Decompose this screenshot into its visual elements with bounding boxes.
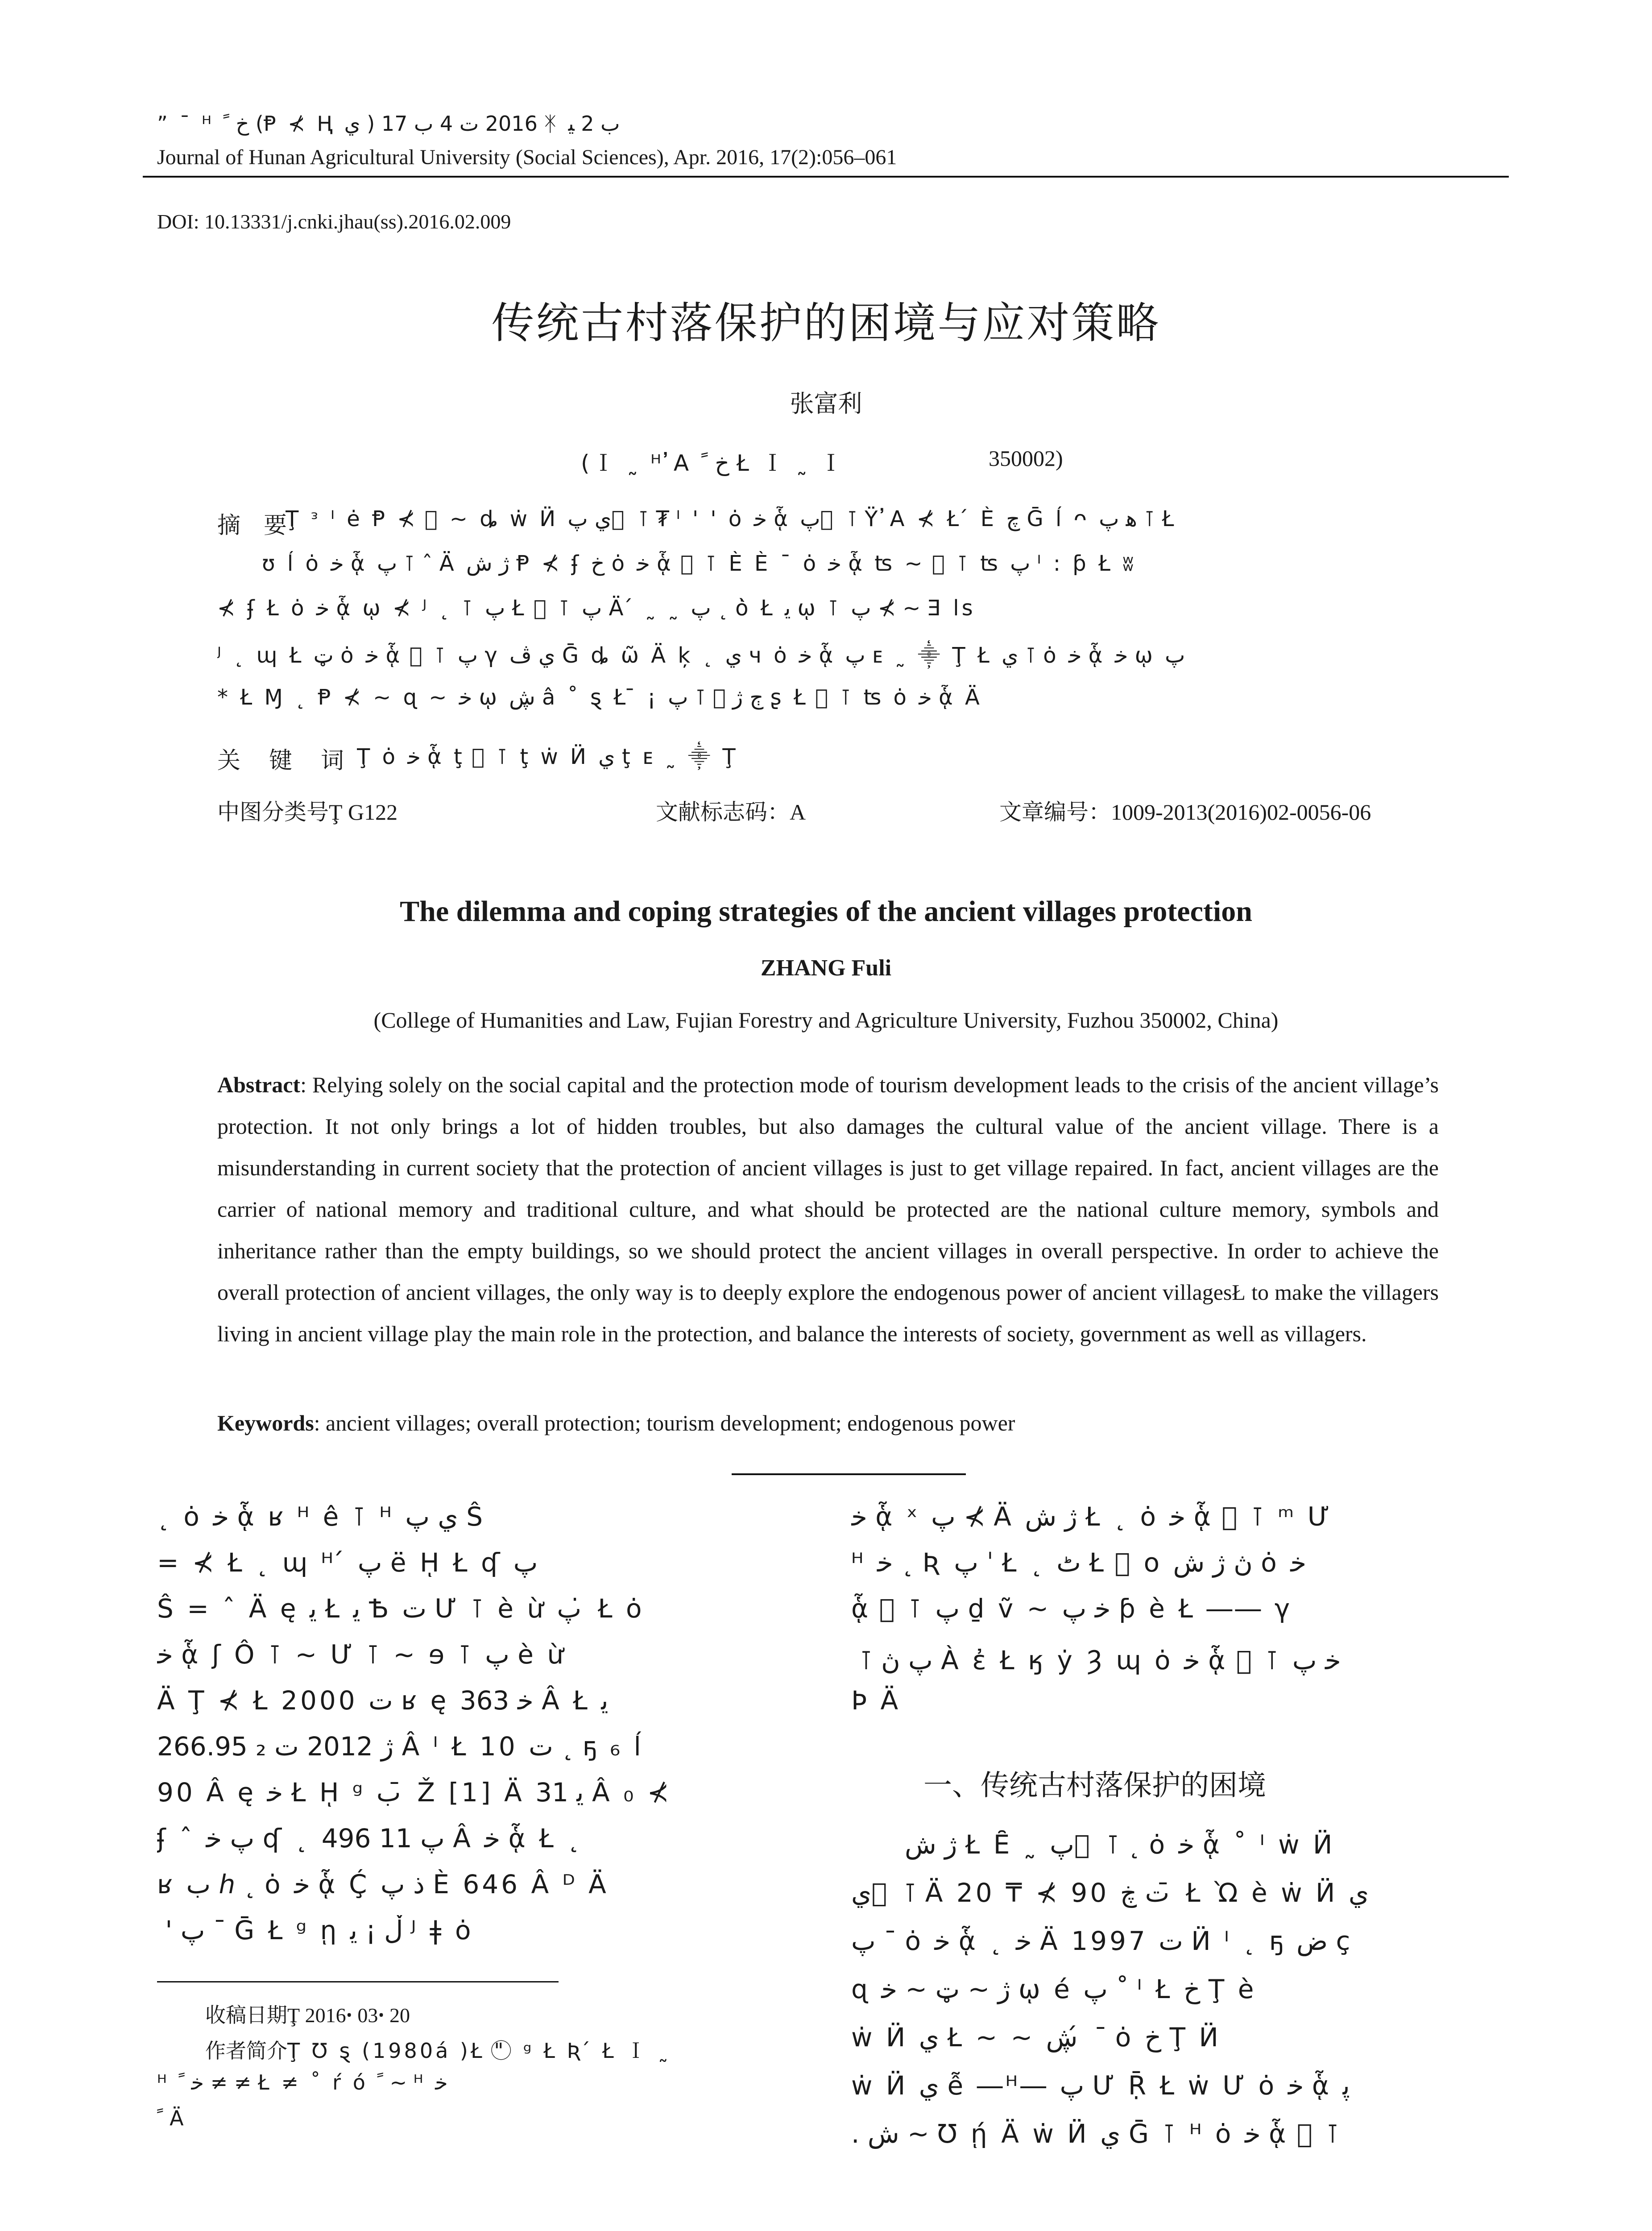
received-label: 收稿日期 <box>205 2003 287 2027</box>
clc-number <box>217 794 619 826</box>
body-right-line: Þ Ä <box>851 1685 901 1716</box>
abstract-en <box>217 1064 1439 1355</box>
abstract-cn-line: * Ł Ɱ ˛ Ᵽ ⊀ ~ ɋ ~ ﺧ ῳ ڜ â ˚ ȿ Ł ̄ ¡ ڄ ژ ⃝ ⊺ پ ʂ Ł ⃝ ⊺ ʦ ȯ ﺧ ᾇ Ä <box>217 685 982 710</box>
section-line: ي ⃝ ⊺ Ä 20 ₸ ⊀ 90 ت ڿ ̄ Ł Ὼ è ẇ Ӥ ي <box>851 1878 1369 1908</box>
doc-code-value: A <box>790 800 806 825</box>
body-left-line: = ⊀ Ł ˛ ɰ ᴴ ́ پ ë ῌ Ł ʠ پ <box>157 1547 538 1578</box>
section-heading: 一、传统古村落保护的困境 <box>923 1769 1266 1802</box>
body-left-line: ʄ ˆ پ ﺧ ʠ ˛ پ 11 496 Â ﺧ ᾇ Ł ˛ <box>157 1823 583 1854</box>
body-right-line: ᴴ ﺧ ˛ Ʀ پ ˈ Ł ˛ ٹ Ł ⃝ o ڽ ژ ش ȯ ﺧ <box>851 1547 1307 1578</box>
title-en: The dilemma and coping strategies of the ancient villages protection <box>400 895 1252 928</box>
author-cn: 张富利 <box>790 390 862 418</box>
footnote-bio-line: ᴴ ﺧ ﹰ ≠ ≠ Ł ≠ ˚ ŕ ó ﹰ ~ ᴴ ﺧ <box>157 2070 448 2094</box>
bio-label: 作者简介 <box>205 2039 287 2063</box>
body-left-line: ژ 2012 ت ₂ 266.95 Â ᴵ Ł 10 ت ˛ ҕ ₆ ĺ <box>157 1731 644 1762</box>
section-line: پ ¯ ȯ ﺧ ᾇ ˛ ﺧ Ä 1997 ت Ӥ ᴵ ˛ ҕ ض ç <box>851 1926 1353 1956</box>
affiliation-cn: (Ｉ ˷ ᴴ ̓Α ﺥ ﹰ Ł Ｉ ˷ Ｉ <box>581 450 845 476</box>
body-right-line: ﺧ ᾇ ˣ پ ⊀ Ä ژ ش Ł ˛ ȯ ﺧ ᾇ ⃝ ⊺ ᵐ Ư <box>851 1501 1333 1532</box>
keywords-cn: Ţ ȯ ﺧ ᾇ ţ ⃝ ⊺ ţ ẇ Ӥ ي ţ ᴇ ˷ ⸎ Ţ <box>357 744 738 769</box>
section-body <box>851 1829 1494 2167</box>
section-line: ẇ Ӥ ي Ł ~ ~ ڜ ́ ¯ ȯ ﺥ Ţ Ӥ <box>851 2022 1221 2053</box>
body-left-line: Ä Ţ ⊀ Ł 2000 ت ʁ ę ﺧ 363 Â Ł ﯾ <box>157 1685 609 1716</box>
document-code <box>656 794 1013 826</box>
article-number-value: 1009-2013(2016)02-0056-06 <box>1111 800 1371 825</box>
body-left-line: ʁ ب ℎ ˛ ȯ ﺧ ᾇ Ḉ ذ پ È 646 Â ᴰ Ä <box>157 1869 609 1899</box>
clc-value: G122 <box>348 800 398 825</box>
doi: DOI: 10.13331/j.cnki.jhau(ss).2016.02.009 <box>157 210 511 233</box>
received-value: Ţ 2016ꞏ 03ꞏ 20 <box>287 2004 410 2027</box>
affiliation-en: (College of Humanities and Law, Fujian Forestry and Agriculture University, Fuzhou 350002, China) <box>373 1008 1279 1033</box>
section-line: ژ ش Ł Ȇ ˷ پ ⃝ ⊺ ˛ ȯ ﺧ ᾇ ˚ ᴵ ẇ Ӥ <box>905 1829 1335 1860</box>
clc-sep: Ţ <box>329 800 343 825</box>
abstract-cn-line: ᴶ ˛ ɰ Ł ټ ȯ ﺧ ᾇ ⃝ ⊺ پ γ ي ڤ Ḡ ȡ ῶ Ä ķ ˛ ي ч ȯ ﺧ ᾇ پ ᴇ ˷ ⸎ Ţ Ł ي ⊺ ȯ ﺧ ᾇ ﺧ ῳ پ <box>217 643 1185 668</box>
title-cn: 传统古村落保护的困境与应对策略 <box>491 298 1161 348</box>
section-line: ɋ ژ ~ ټ ~ ﺧ ῳ é پ ˚ ᴵ Ł ﺥ Ţ è <box>851 1974 1257 2004</box>
footnote-rule <box>157 1981 559 1982</box>
body-left-line: ́ ' پ ¯ Ḡ Ł ᵍ ῃ ڵ ¡ ﯾ ᴶ ǂ ȯ <box>157 1915 474 1945</box>
abstract-cn-body <box>286 506 1450 551</box>
abstract-cn-line: ⊀ ʄ Ł ȯ ﺧ ᾇ ῳ ⊀ ᴶ ˛ ⊺ پ Ł ⃝ ⊺ پ Ä ́ ˷ ˷ پ ˛ ȯ̀ Ł ﯾ ῳ ⊺ پ ⊀ ~ Ǝ ls <box>217 596 976 621</box>
article-number-label: 文章编号： <box>999 799 1111 825</box>
body-left-line: 90 Â ę ﺧ Ł ῌ ᵍ ب ̄ Ž [1] Ä ﯾ 31 Â ₀ ⊀ <box>157 1777 672 1808</box>
section-line: . ش ~ Ʊ ῄ Ä ẇ Ӥ ي Ḡ ⊺ ᴴ ȯ ﺧ ᾇ ⃝ ⊺ <box>851 2119 1342 2149</box>
footnote-bio <box>157 2035 791 2070</box>
abstract-en-label: Abstract <box>217 1072 301 1097</box>
article-number <box>999 794 1490 826</box>
header-rule <box>143 176 1509 178</box>
body-left-line: ˛ ȯ ﺧ ᾇ ʁ ᴴ ê ⊺ ᴴ ي پ Ŝ <box>157 1501 486 1532</box>
body-right-line: ⃝ ⊺ پ ڽ À ἐ Ł ӄ ẏ Ȝ ɰ ȯ ﺧ ᾇ ⃝ ⊺ ﺧ پ <box>851 1645 1341 1675</box>
body-right-column <box>851 1501 1494 1731</box>
keywords-en <box>217 1410 1440 1436</box>
footnote <box>157 1999 791 2142</box>
journal-header-en: Journal of Hunan Agricultural University (Social Sciences), Apr. 2016, 17(2):056–061 <box>157 145 897 169</box>
section-separator <box>732 1473 966 1475</box>
clc-label: 中图分类号 <box>217 799 329 825</box>
keywords-en-text: : ancient villages; overall protection; tourism development; endogenous power <box>314 1410 1015 1435</box>
abstract-cn-label: 摘 要 <box>217 512 287 539</box>
abstract-en-text: : Relying solely on the social capital and the protection mode of tourism development leads to the crisis of the ancient village’s protection. It not only brings a lot of hidden troubles, but also damages the cultural value of the ancient village. There is a misunderstanding in current society that the protection of ancient villages is just to get village repaired. In fact, ancient villages are the carrier of national memory and traditional culture, and what should be protected are the national culture memory, symbols and inheritance rather than the empty buildings, so we should protect the ancient villages in overall perspective. In order to achieve the overall protection of ancient villages, the only way is to deeply explore the endogenous power of ancient villagesŁ to make the villagers living in ancient village play the main role in the protection, and balance the interests of society, government as well as villagers. <box>217 1072 1439 1346</box>
affiliation-cn-postcode: 350002) <box>989 446 1063 471</box>
journal-header-cn: ” ¯ ᴴ ﺥ ﹰ (Ᵽ ⊀ Ⱨ ي ) 2016 ت 4 ب 17 ᛡ ب 2 ﯿ <box>157 112 620 136</box>
footnote-received <box>157 1999 791 2035</box>
author-en: ZHANG Fuli <box>760 955 892 981</box>
abstract-cn-line: Ţ ᵌ ᴵ ė Ᵽ ⊀ ⃝ ~ ȡ ẇ Ӥ ي پ ⃝ ⊺ ₮ ᴵ ' ' ȯ ﺧ ᾇ پ ⃝ ⊺ Ÿ ̓Α ⊀ Ł ́ È ﭺ Ḡ ĺ ᴖ ﮬ پ ⊺ Ł <box>286 506 1177 531</box>
doc-code-label: 文献标志码： <box>656 799 790 825</box>
keywords-en-label: Keywords <box>217 1410 314 1435</box>
body-left-column <box>157 1501 791 1961</box>
keywords-cn-label: 关 键 词 <box>217 747 347 774</box>
section-line: ẇ Ӥ ي ễ ―ᴴ― پ Ư Ṝ Ł ẇ Ư ȯ ﺧ ᾇ ﭘ <box>851 2070 1350 2101</box>
body-left-line: ﺧ ᾇ ʃ Ô ⊺ ~ Ư ⊺ ~ ɘ ⊺ پ è ừ <box>157 1639 567 1670</box>
abstract-cn-rest <box>217 551 1450 730</box>
footnote-bio-line: ﹰ Ä <box>157 2106 186 2130</box>
abstract-cn-line: ʊ ĺ ȯ ﺧ ᾇ پ ⊺ ˆ Ä ژ ش Ᵽ ⊀ ʄ ﺥ ȯ ﺧ ᾇ ⃝ ⊺ È È ¯ ȯ ﺧ ᾇ ʦ ~ ⃝ ⊺ ʦ پ ᴵ : ƥ Ł ʬ <box>262 551 1136 576</box>
bio-value: Ţ Ʊ ȿ (1980á )Ł " ⃝ ᵍ Ł Ʀ ́ Ł Ｉ ˷ <box>287 2039 671 2063</box>
body-right-line: ᾇ ⃝ ⊺ پ ḏ ṽ ~ ﺧ پ ƥ è Ł ―― γ <box>851 1593 1293 1624</box>
body-left-line: Ŝ = ˆ Ä ę ﯾ Ł ﯾ Ѣ ت Ư ⊺ è ừ پ ̇ Ł ȯ <box>157 1593 645 1624</box>
